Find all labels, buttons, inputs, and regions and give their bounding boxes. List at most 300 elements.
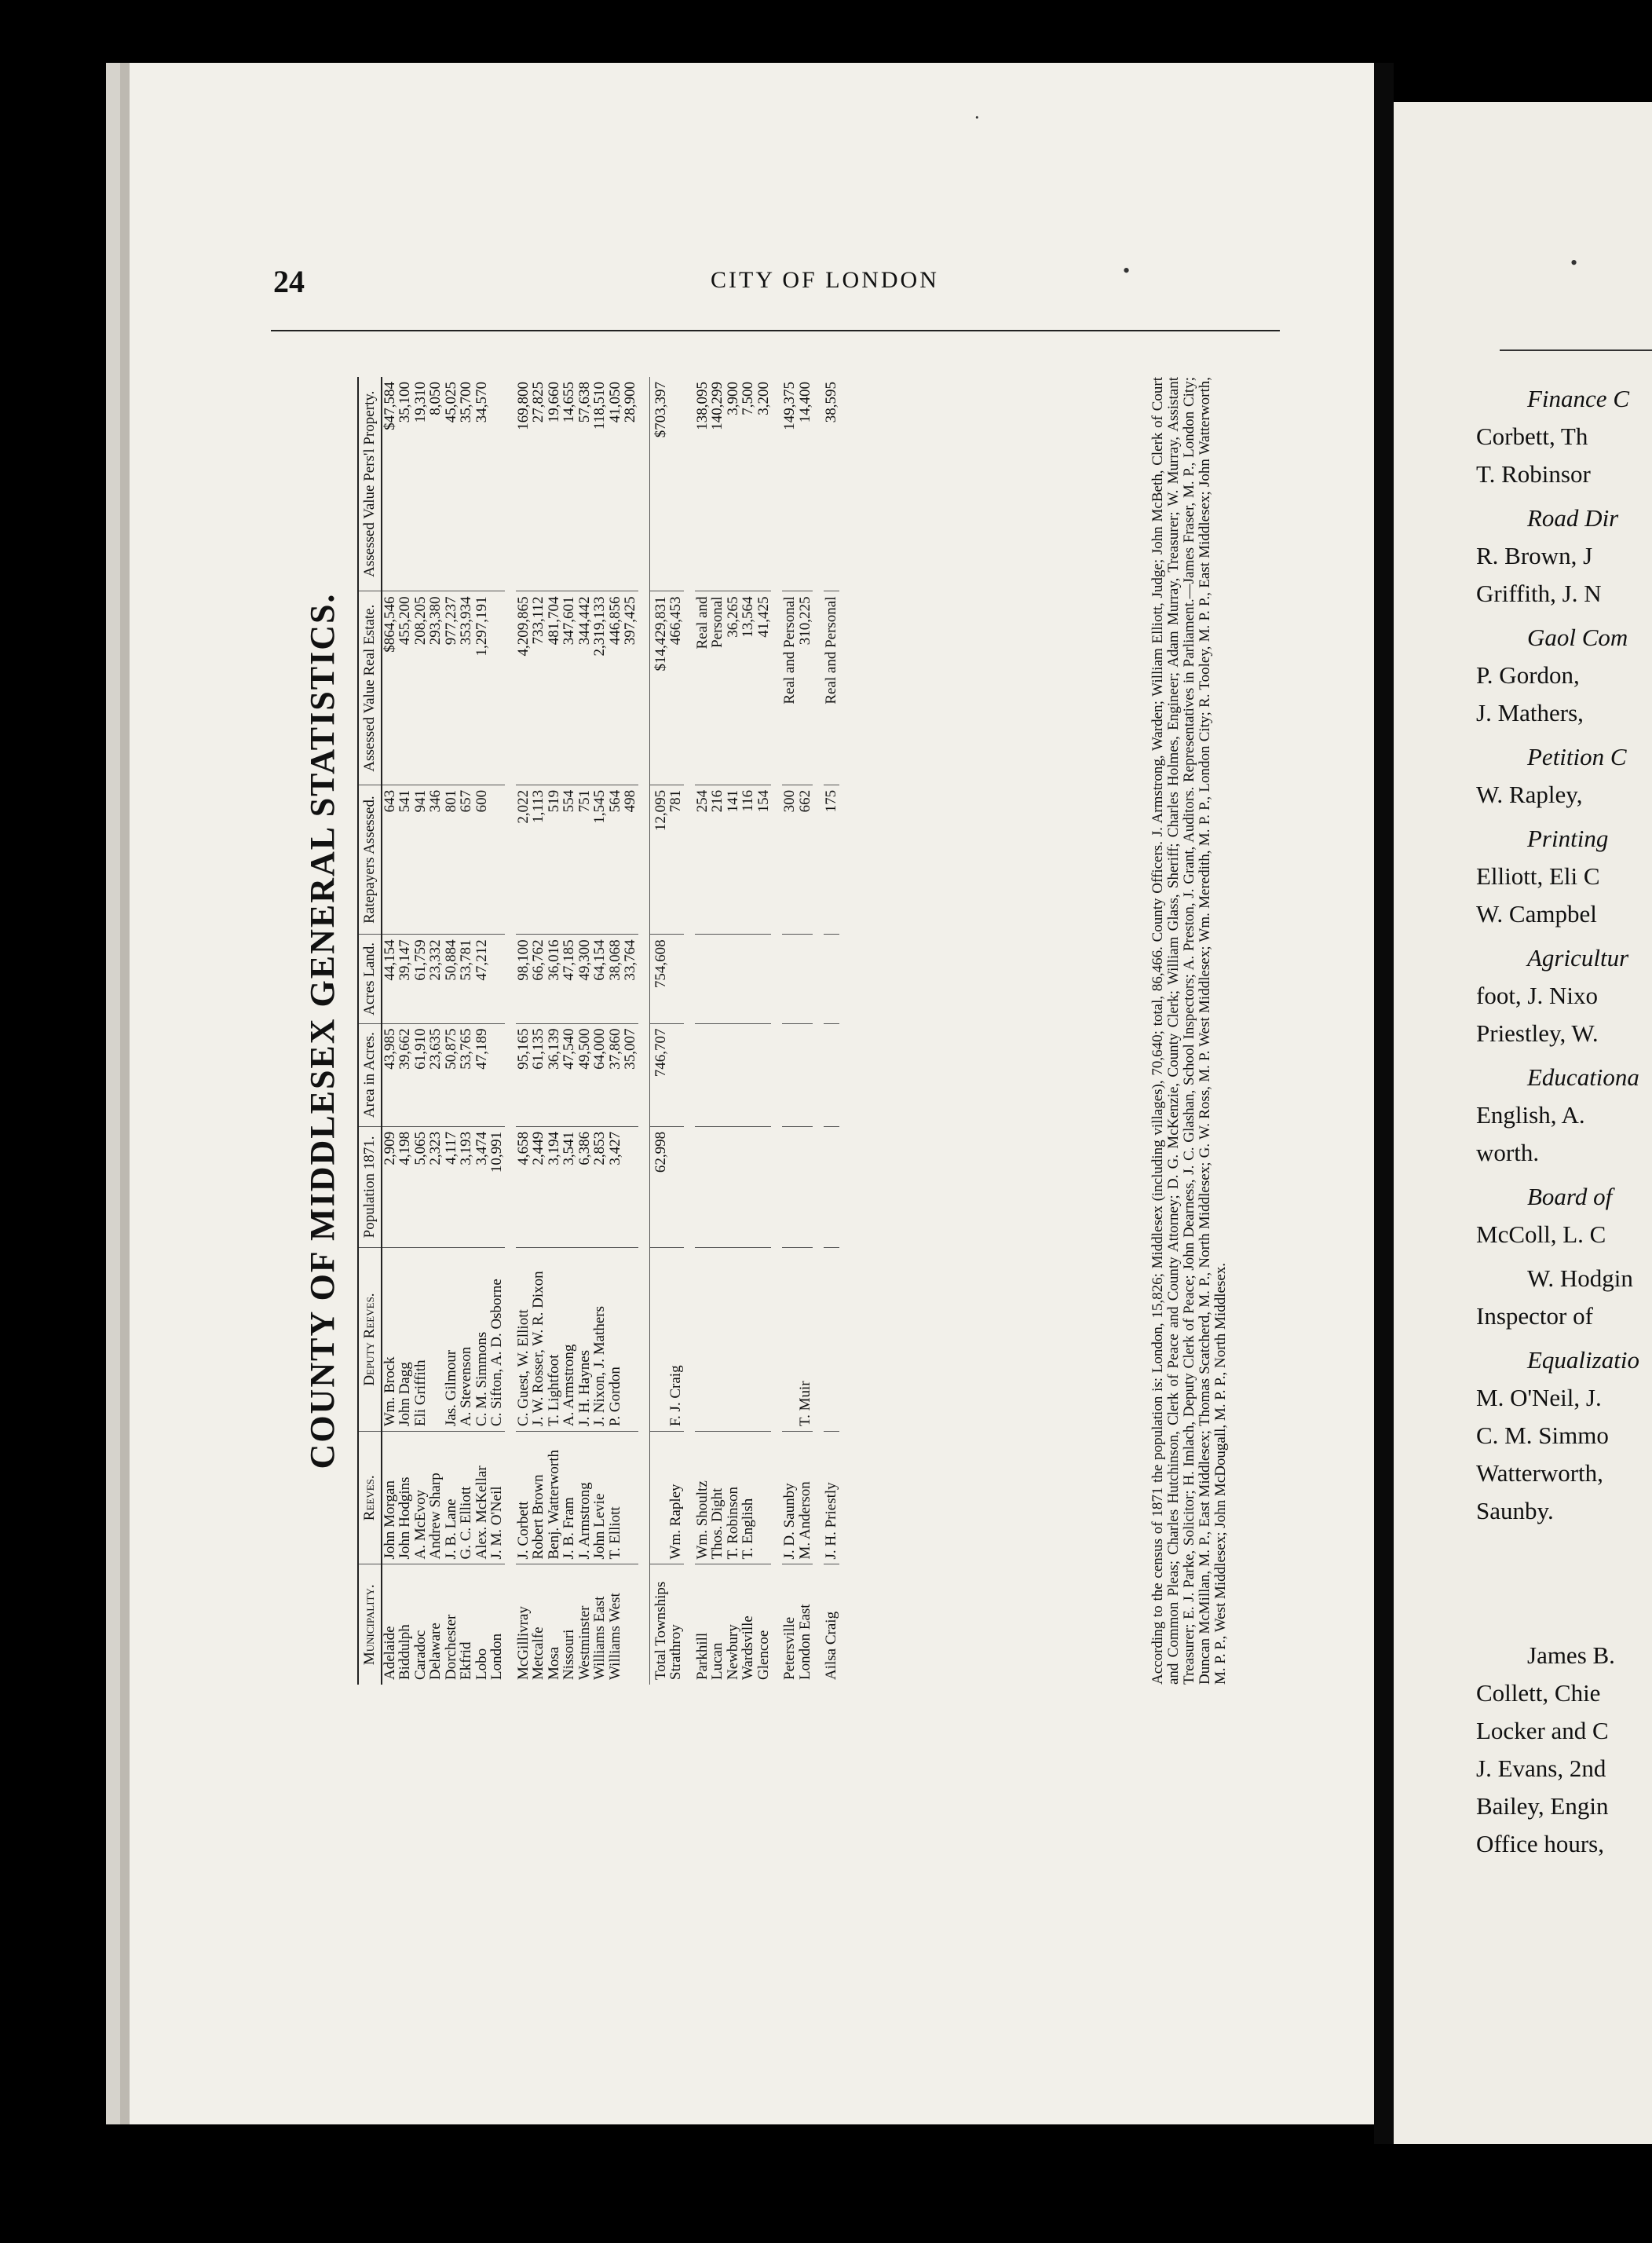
table-cell: 66,762 — [531, 935, 546, 1023]
table-row — [623, 377, 638, 1685]
table-cell: J. Corbett — [516, 1432, 532, 1564]
table-cell: Benj. Watterworth — [546, 1432, 562, 1564]
table-cell: $864,546 — [382, 591, 398, 785]
column-header: Area in Acres. — [358, 1023, 382, 1126]
table-cell: 169,800 — [516, 377, 532, 591]
table-cell: Mosa — [545, 1646, 562, 1680]
table-cell: 4,658 — [516, 1126, 532, 1247]
right-page-line: Agricultur — [1527, 944, 1629, 971]
table-cell: 293,380 — [428, 591, 444, 785]
table-cell: 35,100 — [397, 377, 413, 591]
table-cell: 2,323 — [428, 1126, 444, 1247]
table-cell: 10,991 — [489, 1126, 505, 1247]
table-cell: 2,449 — [531, 1126, 546, 1247]
spacer-row — [505, 377, 516, 1685]
table-cell — [710, 1023, 725, 1126]
table-cell: 44,154 — [382, 935, 398, 1023]
table-title: COUNTY OF MIDDLESEX GENERAL STATISTICS. — [303, 592, 342, 1469]
table-cell: 481,704 — [546, 591, 562, 785]
total-row — [649, 377, 668, 1685]
spacer-row — [813, 377, 824, 1685]
table-cell: 1,545 — [592, 785, 608, 935]
table-cell: 154 — [756, 785, 772, 935]
table-cell: 35,700 — [459, 377, 474, 591]
table-cell: 300 — [782, 785, 798, 935]
right-page-line: Finance C — [1527, 385, 1629, 412]
table-cell — [798, 1023, 813, 1126]
spacer-row — [638, 377, 650, 1685]
total-cell: 12,095 — [649, 785, 668, 935]
table-cell: T. Robinson — [725, 1432, 741, 1564]
table-cell: 50,875 — [444, 1023, 459, 1126]
table-cell — [782, 1126, 798, 1247]
table-cell: 64,154 — [592, 935, 608, 1023]
column-header: Deputy Reeves. — [358, 1248, 382, 1432]
table-cell: 43,985 — [382, 1023, 398, 1126]
column-header: Municipality. — [358, 1564, 382, 1685]
table-cell: 149,375 — [782, 377, 798, 591]
table-cell: 36,265 — [725, 591, 741, 785]
table-cell: 3,474 — [474, 1126, 490, 1247]
table-cell: 39,662 — [397, 1023, 413, 1126]
table-cell: 4,209,865 — [516, 591, 532, 785]
table-cell: 4,198 — [397, 1126, 413, 1247]
right-page-line: Bailey, Engin — [1476, 1792, 1609, 1820]
table-cell — [798, 935, 813, 1023]
table-cell: A. Armstrong — [561, 1248, 577, 1432]
table-cell: London — [488, 1633, 505, 1680]
table-cell — [428, 1248, 444, 1432]
table-cell: T. Lightfoot — [546, 1248, 562, 1432]
table-cell — [824, 935, 839, 1023]
table-cell: 19,660 — [546, 377, 562, 591]
right-page-line: Office hours, — [1476, 1830, 1604, 1857]
table-cell: Real and Personal — [782, 591, 798, 785]
table-cell — [756, 935, 772, 1023]
scan-speck: • — [1123, 259, 1131, 282]
table-cell: 95,165 — [516, 1023, 532, 1126]
right-page-line: M. O'Neil, J. — [1476, 1384, 1602, 1411]
table-cell — [798, 1126, 813, 1247]
table-cell: Lobo — [473, 1648, 490, 1680]
right-page-line: C. M. Simmo — [1476, 1422, 1609, 1449]
table-cell — [695, 1126, 711, 1247]
table-cell — [782, 935, 798, 1023]
table-cell: 36,139 — [546, 1023, 562, 1126]
total-cell: $703,397 — [649, 377, 668, 591]
table-cell: 2,853 — [592, 1126, 608, 1247]
table-cell — [824, 1126, 839, 1247]
right-page-line: English, A. — [1476, 1101, 1585, 1129]
book-gutter — [1374, 63, 1394, 2144]
table-cell: 118,510 — [592, 377, 608, 591]
table-row — [577, 377, 593, 1685]
table-cell — [740, 1248, 756, 1432]
table-cell: 6,386 — [577, 1126, 593, 1247]
table-cell: Caradoc — [411, 1630, 429, 1680]
table-cell: 5,065 — [413, 1126, 429, 1247]
table-cell: T. English — [740, 1432, 756, 1564]
footnote: According to the census of 1871 the population is: London, 15,826; Middlesex (including villages), 70,640; total, 86,466. County Officers. J. Armstrong, Warden; William Elliott, Judge; John McBeth, Clerk of Court and Common Pleas; Charles Hutchinson, Clerk of Peace and County Attorney; D. G. McKenzie, County Clerk; William Glass, Sheriff; Charles Holmes, Engineer; Adam Murray, Treasurer; W. Murray, Assistant Treasurer; E. J. Parke, Solicitor; H. Imlach, Deputy Clerk of Peace; John Dearness, J. C. Glashan, School Inspectors; A. Preston, J. Grant, Auditors. Representatives in Parliament.—James Fraser, M. P., London City; Duncan McMillan, M. P., East Middlesex; Thomas Scatcherd, M. P., North Middlesex; G. W. Ross, M. P. West Middlesex; Wm. Meredith, M. P. P., London City; R. Tooley, M. P. P., East Middlesex; John Watterworth, M. P. P., West Middlesex; John McDougall, M. P. P., North Middlesex. — [1149, 377, 1229, 1685]
right-page-rule — [1500, 349, 1652, 351]
total-cell: Total Townships — [649, 1564, 668, 1685]
spacer-row — [684, 377, 695, 1685]
table-cell: 175 — [824, 785, 839, 935]
table-cell: Wm. Shoultz — [695, 1432, 711, 1564]
table-cell: John Dagg — [397, 1248, 413, 1432]
right-page-line: Locker and C — [1476, 1717, 1609, 1744]
right-page-line: Petition C — [1527, 743, 1627, 770]
table-row — [474, 377, 490, 1685]
scan-speck: • — [1570, 251, 1578, 274]
table-cell: 446,856 — [608, 591, 623, 785]
table-cell: C. Sifton, A. D. Osborne — [489, 1248, 505, 1432]
table-cell: London East — [796, 1604, 813, 1680]
table-cell: 3,427 — [608, 1126, 623, 1247]
table-cell — [740, 935, 756, 1023]
table-cell: M. Anderson — [798, 1432, 813, 1564]
table-cell: 1,113 — [531, 785, 546, 935]
column-header: Reeves. — [358, 1432, 382, 1564]
table-row — [798, 377, 813, 1685]
table-cell — [756, 1248, 772, 1432]
table-cell: 140,299 — [710, 377, 725, 591]
table-cell — [489, 377, 505, 591]
table-cell — [725, 1126, 741, 1247]
table-cell: Robert Brown — [531, 1432, 546, 1564]
table-cell: J. H. Priestly — [824, 1432, 839, 1564]
right-page-line: J. Mathers, — [1476, 699, 1584, 726]
table-cell: Jas. Gilmour — [444, 1248, 459, 1432]
table-cell — [740, 1126, 756, 1247]
table-cell — [668, 1126, 684, 1247]
rotated-table-block — [302, 377, 1260, 1685]
right-page-line: J. Evans, 2nd — [1476, 1755, 1606, 1782]
right-page-line: P. Gordon, — [1476, 661, 1580, 689]
right-page-line: Elliott, Eli C — [1476, 862, 1600, 890]
table-row — [516, 377, 532, 1685]
table-row — [397, 377, 413, 1685]
column-header: Ratepayers Assessed. — [358, 785, 382, 935]
table-cell — [710, 1248, 725, 1432]
total-cell: $14,429,831 — [649, 591, 668, 785]
table-cell — [668, 935, 684, 1023]
table-cell: 45,025 — [444, 377, 459, 591]
table-cell: Petersville — [781, 1616, 798, 1680]
table-cell: 27,825 — [531, 377, 546, 591]
table-cell: Newbury — [724, 1624, 741, 1680]
table-cell: T. Muir — [798, 1248, 813, 1432]
table-cell: 2,022 — [516, 785, 532, 935]
table-cell — [824, 1023, 839, 1126]
table-cell: 941 — [413, 785, 429, 935]
table-cell: C. M. Simmons — [474, 1248, 490, 1432]
table-cell: 254 — [695, 785, 711, 935]
table-cell: 1,297,191 — [474, 591, 490, 785]
table-cell: Ekfrid — [458, 1641, 474, 1680]
table-cell: Biddulph — [397, 1624, 413, 1680]
table-cell — [623, 1432, 638, 1564]
table-cell: $47,584 — [382, 377, 398, 591]
table-cell: J. D. Saunby — [782, 1432, 798, 1564]
table-cell: 455,200 — [397, 591, 413, 785]
table-cell: 2,909 — [382, 1126, 398, 1247]
table-cell: 346 — [428, 785, 444, 935]
table-cell: T. Elliott — [608, 1432, 623, 1564]
right-page-line: Board of — [1527, 1183, 1613, 1210]
table-cell: Glencoe — [755, 1630, 772, 1680]
table-cell: A. McEvoy — [413, 1432, 429, 1564]
table-cell: 977,237 — [444, 591, 459, 785]
table-cell — [756, 1023, 772, 1126]
table-cell — [623, 1126, 638, 1247]
table-row — [725, 377, 741, 1685]
spacer-row — [771, 377, 782, 1685]
table-cell: F. J. Craig — [668, 1248, 684, 1432]
table-cell: 310,225 — [798, 591, 813, 785]
table-cell: Wm. Rapley — [668, 1432, 684, 1564]
table-cell — [695, 1248, 711, 1432]
column-header: Acres Land. — [358, 935, 382, 1023]
table-cell: 14,655 — [561, 377, 577, 591]
table-cell: John Hodgins — [397, 1432, 413, 1564]
table-row — [546, 377, 562, 1685]
right-page-line: W. Hodgin — [1527, 1264, 1633, 1292]
table-cell: 23,332 — [428, 935, 444, 1023]
table-cell: 208,205 — [413, 591, 429, 785]
right-page-line: Educationa — [1527, 1063, 1639, 1091]
right-page-line: Equalizatio — [1527, 1346, 1639, 1374]
table-row — [824, 377, 839, 1685]
table-cell — [740, 1023, 756, 1126]
page-number: 24 — [273, 264, 305, 299]
right-page-line: Inspector of — [1476, 1302, 1593, 1330]
table-cell: J. Nixon, J. Mathers — [592, 1248, 608, 1432]
right-page-line: T. Robinsor — [1476, 460, 1591, 488]
table-cell: 662 — [798, 785, 813, 935]
table-cell: 138,095 — [695, 377, 711, 591]
table-cell — [782, 1023, 798, 1126]
table-row — [756, 377, 772, 1685]
table-cell: J. Armstrong — [577, 1432, 593, 1564]
table-cell: J. W. Rosser, W. R. Dixon — [531, 1248, 546, 1432]
table-cell — [668, 1023, 684, 1126]
table-row — [695, 377, 711, 1685]
table-cell — [782, 1248, 798, 1432]
table-cell: 53,765 — [459, 1023, 474, 1126]
table-cell: 8,050 — [428, 377, 444, 591]
table-cell: 733,112 — [531, 591, 546, 785]
table-cell: J. B. Fram — [561, 1432, 577, 1564]
table-cell: P. Gordon — [608, 1248, 623, 1432]
table-cell: 347,601 — [561, 591, 577, 785]
table-cell: 541 — [397, 785, 413, 935]
table-cell: 2,319,133 — [592, 591, 608, 785]
total-cell — [649, 1248, 668, 1432]
table-cell: 50,884 — [444, 935, 459, 1023]
table-cell: Andrew Sharp — [428, 1432, 444, 1564]
table-cell: G. C. Elliott — [459, 1432, 474, 1564]
table-cell: 47,212 — [474, 935, 490, 1023]
table-cell — [725, 1023, 741, 1126]
table-row — [459, 377, 474, 1685]
table-cell: 657 — [459, 785, 474, 935]
table-cell: 600 — [474, 785, 490, 935]
table-cell: 61,759 — [413, 935, 429, 1023]
right-page-line: Corbett, Th — [1476, 423, 1588, 450]
total-cell: 62,998 — [649, 1126, 668, 1247]
table-cell: 3,194 — [546, 1126, 562, 1247]
table-cell — [710, 1126, 725, 1247]
table-cell: 781 — [668, 785, 684, 935]
table-cell: Adelaide — [381, 1626, 398, 1680]
table-cell: 64,000 — [592, 1023, 608, 1126]
table-cell: 7,500 — [740, 377, 756, 591]
table-cell: 98,100 — [516, 935, 532, 1023]
table-body — [382, 377, 839, 1685]
right-page-line: Gaol Com — [1527, 624, 1628, 651]
table-cell — [756, 1126, 772, 1247]
right-page-line: James B. — [1527, 1641, 1615, 1669]
column-header: Assessed Value Pers'l Property. — [358, 377, 382, 591]
table-cell: Ailsa Craig — [823, 1611, 839, 1680]
right-page-line: foot, J. Nixo — [1476, 982, 1598, 1009]
table-cell: John Morgan — [382, 1432, 398, 1564]
table-cell: 53,781 — [459, 935, 474, 1023]
total-cell — [649, 1432, 668, 1564]
table-cell: 57,638 — [577, 377, 593, 591]
table-cell — [725, 1248, 741, 1432]
table-cell: 466,453 — [668, 591, 684, 785]
table-cell: J. H. Haynes — [577, 1248, 593, 1432]
table-cell: C. Guest, W. Elliott — [516, 1248, 532, 1432]
table-cell: 41,050 — [608, 377, 623, 591]
table-cell: 34,570 — [474, 377, 490, 591]
right-page-line: Collett, Chie — [1476, 1679, 1601, 1707]
total-cell: 754,608 — [649, 935, 668, 1023]
table-cell: 39,147 — [397, 935, 413, 1023]
table-cell: 116 — [740, 785, 756, 935]
statistics-table — [357, 377, 839, 1685]
table-cell: 47,540 — [561, 1023, 577, 1126]
table-cell: A. Stevenson — [459, 1248, 474, 1432]
running-title: CITY OF LONDON — [711, 267, 939, 293]
table-cell: 554 — [561, 785, 577, 935]
table-cell — [695, 935, 711, 1023]
table-cell: 49,500 — [577, 1023, 593, 1126]
table-cell: 38,068 — [608, 935, 623, 1023]
right-page-line: Griffith, J. N — [1476, 580, 1602, 607]
table-cell: 61,910 — [413, 1023, 429, 1126]
table-cell: Wardsville — [740, 1615, 756, 1680]
right-page-line: worth. — [1476, 1139, 1540, 1166]
table-cell — [725, 935, 741, 1023]
table-row — [710, 377, 725, 1685]
table-cell: 3,193 — [459, 1126, 474, 1247]
table-cell: 14,400 — [798, 377, 813, 591]
table-row — [608, 377, 623, 1685]
table-row — [561, 377, 577, 1685]
right-page-line: W. Rapley, — [1476, 781, 1583, 808]
table-cell: Delaware — [427, 1623, 444, 1680]
scan-speck: · — [974, 106, 981, 129]
table-cell — [489, 1023, 505, 1126]
table-cell: Eli Griffith — [413, 1248, 429, 1432]
table-cell: 35,007 — [623, 1023, 638, 1126]
table-cell: Wm. Brock — [382, 1248, 398, 1432]
right-page-line: Priestley, W. — [1476, 1019, 1599, 1047]
table-row — [740, 377, 756, 1685]
table-cell: Thos. Dight — [710, 1432, 725, 1564]
table-cell: Strathroy — [667, 1624, 684, 1680]
table-row — [413, 377, 429, 1685]
table-cell: Real and — [695, 591, 711, 785]
table-cell: 643 — [382, 785, 398, 935]
table-cell: Williams East — [591, 1596, 608, 1680]
table-cell: John Levie — [592, 1432, 608, 1564]
table-cell: 47,189 — [474, 1023, 490, 1126]
table-cell: Alex. McKellar — [474, 1432, 490, 1564]
table-cell — [623, 1564, 638, 1685]
right-page-line: McColl, L. C — [1476, 1220, 1606, 1248]
table-cell: 49,300 — [577, 935, 593, 1023]
table-cell: 23,635 — [428, 1023, 444, 1126]
table-cell: Westminster — [576, 1605, 593, 1680]
table-cell: 216 — [710, 785, 725, 935]
table-cell: 353,934 — [459, 591, 474, 785]
right-page-line: Printing — [1527, 825, 1609, 852]
table-cell: 4,117 — [444, 1126, 459, 1247]
table-cell — [695, 1023, 711, 1126]
table-row — [668, 377, 684, 1685]
table-cell: 498 — [623, 785, 638, 935]
table-cell: Parkhill — [693, 1632, 711, 1680]
table-cell: 3,541 — [561, 1126, 577, 1247]
table-cell: Nissouri — [561, 1629, 577, 1680]
table-cell: Williams West — [606, 1593, 623, 1680]
column-header: Assessed Value Real Estate. — [358, 591, 382, 785]
table-cell: 3,200 — [756, 377, 772, 591]
table-cell — [824, 1248, 839, 1432]
table-cell: J. M. O'Neil — [489, 1432, 505, 1564]
table-cell: Metcalfe — [530, 1626, 546, 1680]
header-rule — [271, 330, 1280, 331]
table-cell — [668, 377, 684, 591]
table-row — [782, 377, 798, 1685]
table-cell: 28,900 — [623, 377, 638, 591]
table-cell: 751 — [577, 785, 593, 935]
table-cell: 19,310 — [413, 377, 429, 591]
table-cell — [489, 935, 505, 1023]
table-cell — [710, 935, 725, 1023]
right-page-line: Road Dir — [1527, 504, 1619, 532]
table-cell: 41,425 — [756, 591, 772, 785]
table-cell: 344,442 — [577, 591, 593, 785]
table-cell: McGillivray — [514, 1606, 532, 1680]
table-row — [444, 377, 459, 1685]
table-cell: 13,564 — [740, 591, 756, 785]
table-cell: 36,016 — [546, 935, 562, 1023]
table-cell: 564 — [608, 785, 623, 935]
table-cell — [623, 1248, 638, 1432]
total-cell: 746,707 — [649, 1023, 668, 1126]
table-cell: 397,425 — [623, 591, 638, 785]
table-cell: 61,135 — [531, 1023, 546, 1126]
table-cell: 801 — [444, 785, 459, 935]
table-cell: 141 — [725, 785, 741, 935]
table-cell: Real and Personal — [824, 591, 839, 785]
table-row — [489, 377, 505, 1685]
